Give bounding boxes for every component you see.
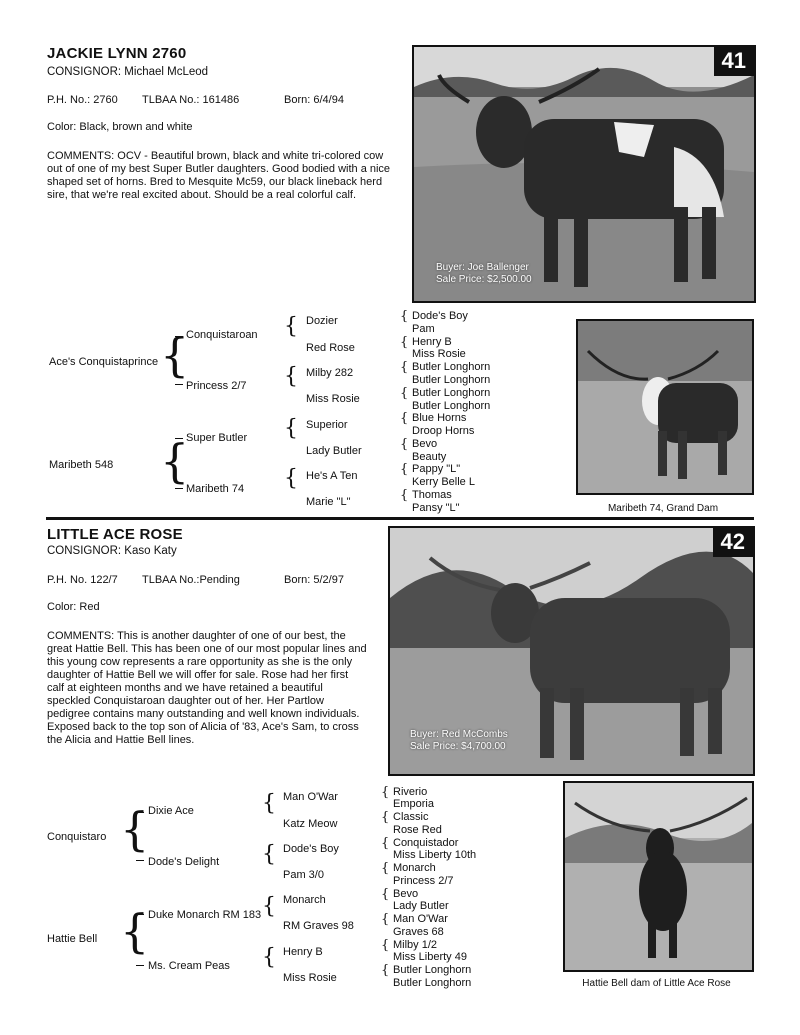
pedigree-g4: Riverio — [393, 786, 428, 798]
lot42-title: LITTLE ACE ROSE — [47, 526, 183, 543]
lot41-photo — [412, 45, 756, 303]
lot42-comments: COMMENTS: This is another daughter of one of our best, the great Hattie Bell. This has been one of our most popular lines and this young cow represents a rare opportunity as she is the only daughter of Hattie Bell we will offer for sale. Rose had her first calf at eighteen months and we have retained a beautiful speckled Conquistaroan daughter out of her. Her Partlow pedigree contains many outstanding and well known individuals. Exposed back to the top son of Alicia of '83, Ace's Sam, to cross the Alicia and Hattie Bell lines. — [47, 630, 367, 746]
pedigree-g4: Pam — [412, 323, 435, 335]
pedigree-g4: Butler Longhorn — [412, 361, 491, 373]
pedigree-sire: Ace's Conquistaprince — [49, 356, 159, 368]
pedigree-g4: Rose Red — [393, 824, 442, 836]
lot41-title: JACKIE LYNN 2760 — [47, 45, 187, 62]
pedigree-g4: Bevo — [393, 888, 419, 900]
pedigree-g4: Kerry Belle L — [412, 476, 475, 488]
pedigree-g4: Droop Horns — [412, 425, 475, 437]
pedigree-g2: Dode's Delight — [148, 856, 220, 868]
pedigree-g3: Miss Rosie — [283, 972, 337, 984]
pedigree-sire: Conquistaro — [47, 831, 107, 843]
pedigree-g2: Dixie Ace — [148, 805, 194, 817]
pedigree-g4: Emporia — [393, 798, 434, 810]
pedigree-g3: Marie "L" — [306, 496, 351, 508]
pedigree-g3: Pam 3/0 — [283, 869, 324, 881]
brace: { — [160, 434, 190, 488]
pedigree-g2: Super Butler — [186, 432, 248, 444]
pedigree-g4: Milby 1/2 — [393, 939, 438, 951]
pedigree-g2: Ms. Cream Peas — [148, 960, 230, 972]
pedigree-g4: Butler Longhorn — [412, 374, 491, 386]
lot42-tlbaa-number: TLBAA No.:Pending — [142, 574, 240, 586]
pedigree-g3: Milby 282 — [306, 367, 354, 379]
lot41-photo-caption: Maribeth 74, Grand Dam — [607, 503, 719, 514]
lot42-color: Color: Red — [47, 601, 100, 613]
pedigree-g4: Pappy "L" — [412, 463, 461, 475]
pedigree-g4: Lady Butler — [393, 900, 449, 912]
lot42-born: Born: 5/2/97 — [284, 574, 344, 586]
lot41-born: Born: 6/4/94 — [284, 94, 344, 106]
lot42-sale-price: Sale Price: $4,700.00 — [410, 741, 506, 752]
pedigree-g3: RM Graves 98 — [283, 920, 354, 932]
pedigree-g4: Thomas — [412, 489, 452, 501]
pedigree-g3: Monarch — [283, 894, 326, 906]
pedigree-g4: Bevo — [412, 438, 438, 450]
pedigree-g4: Man O'War — [393, 913, 448, 925]
pedigree-g3: He's A Ten — [306, 470, 358, 482]
pedigree-g4: Pansy "L" — [412, 502, 460, 514]
pedigree-g3: Dozier — [306, 315, 338, 327]
pedigree-dam: Hattie Bell — [47, 933, 98, 945]
pedigree-g3: Man O'War — [283, 791, 338, 803]
lot41-ph-number: P.H. No.: 2760 — [47, 94, 118, 106]
pedigree-g3: Lady Butler — [306, 445, 362, 457]
lot41-granddam-photo — [576, 319, 754, 495]
lot42-number-badge: 42 — [713, 528, 753, 557]
pedigree-g4: Graves 68 — [393, 926, 444, 938]
pedigree-g3: Katz Meow — [283, 818, 338, 830]
lot41-consignor: CONSIGNOR: Michael McLeod — [47, 66, 209, 78]
pedigree-g4: Beauty — [412, 451, 447, 463]
lot42-consignor: CONSIGNOR: Kaso Katy — [47, 545, 177, 557]
pedigree-g4: Butler Longhorn — [412, 400, 491, 412]
lot41-number-badge: 41 — [714, 47, 754, 76]
lot42-dam-photo — [563, 781, 754, 972]
pedigree-g4: Miss Liberty 49 — [393, 951, 467, 963]
lot41-sale-price: Sale Price: $2,500.00 — [436, 274, 532, 285]
pedigree-g4: Conquistador — [393, 837, 459, 849]
pedigree-g2: Maribeth 74 — [186, 483, 245, 495]
lot42-photo — [388, 526, 755, 776]
pedigree-g4: Butler Longhorn — [393, 977, 472, 989]
lot41-color: Color: Black, brown and white — [47, 121, 193, 133]
pedigree-g2: Princess 2/7 — [186, 380, 247, 392]
pedigree-g4: Butler Longhorn — [412, 387, 491, 399]
pedigree-g3: Dode's Boy — [283, 843, 339, 855]
pedigree-dam: Maribeth 548 — [49, 459, 114, 471]
lot42-buyer: Buyer: Red McCombs — [410, 729, 508, 740]
pedigree-g3: Superior — [306, 419, 348, 431]
pedigree-g4: Butler Longhorn — [393, 964, 472, 976]
pedigree-g4: Blue Horns — [412, 412, 467, 424]
lot41-comments: COMMENTS: OCV - Beautiful brown, black and white tri-colored cow out of one of my best Super Butler daughters. Good bodied with a nice shaped set of horns. Bred to Mesquite Mc59, our black lineback herd sire, that we're real excited about. Should be a real colorful calf. — [47, 150, 391, 201]
lot42-ph-number: P.H. No. 122/7 — [47, 574, 118, 586]
lot41-tlbaa-number: TLBAA No.: 161486 — [142, 94, 240, 106]
pedigree-g2: Conquistaroan — [186, 329, 258, 341]
pedigree-g4: Miss Rosie — [412, 348, 466, 360]
pedigree-g4: Classic — [393, 811, 429, 823]
pedigree-g4: Monarch — [393, 862, 436, 874]
lot42-photo-caption: Hattie Bell dam of Little Ace Rose — [582, 978, 731, 989]
pedigree-g4: Henry B — [412, 336, 452, 348]
pedigree-g4: Miss Liberty 10th — [393, 849, 477, 861]
pedigree-g3: Henry B — [283, 946, 323, 958]
pedigree-g2: Duke Monarch RM 183 — [148, 909, 262, 921]
pedigree-g4: Dode's Boy — [412, 310, 468, 322]
pedigree-g4: Princess 2/7 — [393, 875, 454, 887]
brace: { — [160, 328, 190, 382]
section-divider — [46, 517, 754, 520]
pedigree-g3: Red Rose — [306, 342, 355, 354]
pedigree-g3: Miss Rosie — [306, 393, 360, 405]
lot41-buyer: Buyer: Joe Ballenger — [436, 262, 529, 273]
